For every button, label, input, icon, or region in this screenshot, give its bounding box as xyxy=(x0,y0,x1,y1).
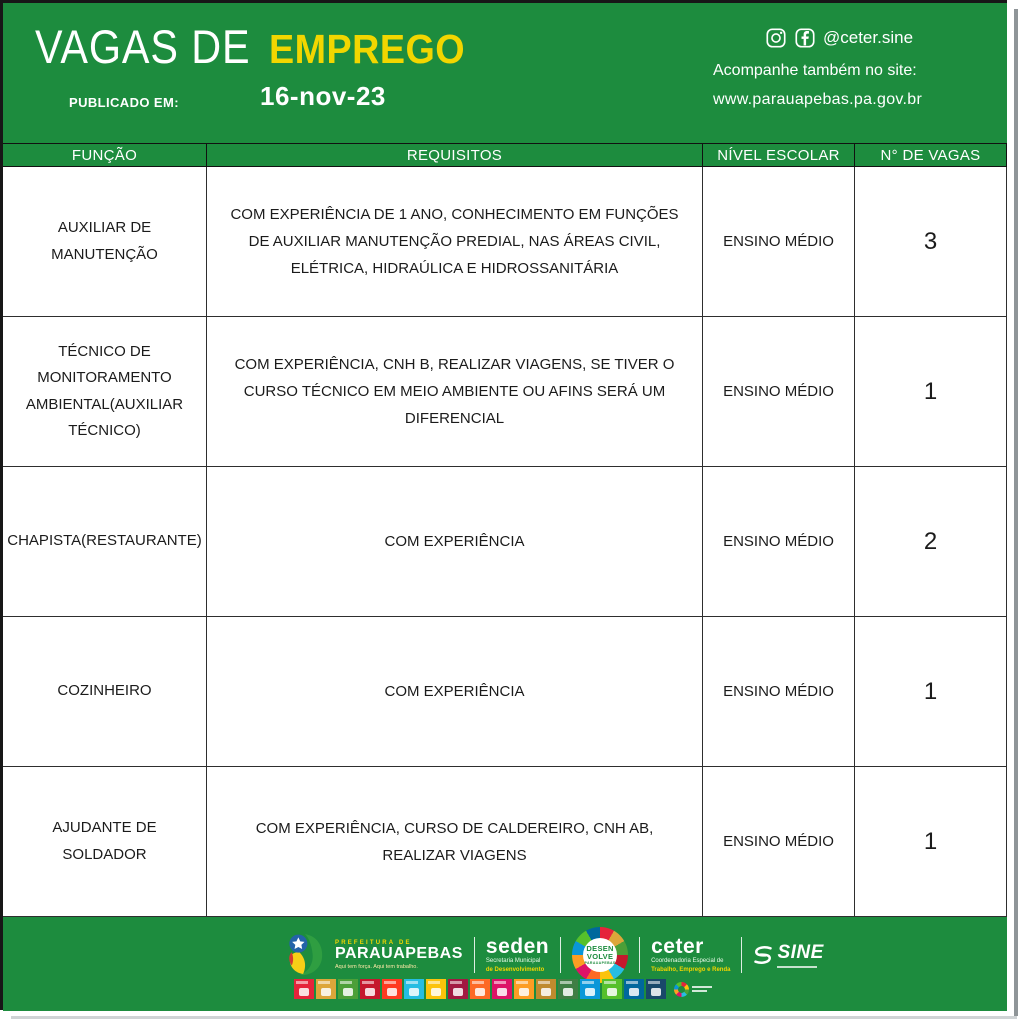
sdg-strip xyxy=(294,979,712,999)
sdg-icon xyxy=(514,979,534,999)
prefeitura-small-label: PREFEITURA DE xyxy=(335,940,412,947)
cell-vagas: 2 xyxy=(855,467,1007,617)
site-url: www.parauapebas.pa.gov.br xyxy=(713,91,923,108)
footer-logos xyxy=(286,929,824,981)
page-title: VAGAS DE xyxy=(35,20,251,73)
cell-nivel: ENSINO MÉDIO xyxy=(703,767,855,917)
published-date: 16-nov-23 xyxy=(260,81,386,111)
prefeitura-logo xyxy=(335,940,463,970)
divider xyxy=(639,937,640,973)
cell-vagas: 1 xyxy=(855,617,1007,767)
social-handle: @ceter.sine xyxy=(823,28,914,47)
sdg-icon xyxy=(316,979,336,999)
sdg-icon xyxy=(470,979,490,999)
cell-nivel: ENSINO MÉDIO xyxy=(703,617,855,767)
sdg-icon xyxy=(492,979,512,999)
cell-requisitos: COM EXPERIÊNCIA, CNH B, REALIZAR VIAGENS, SE TIVER O CURSO TÉCNICO EM MEIO AMBIENTE OU AFINS SERÁ UM DIFERENCIAL xyxy=(207,317,703,467)
sdg-icon xyxy=(602,979,622,999)
divider xyxy=(474,937,475,973)
sdg-icon xyxy=(646,979,666,999)
sine-name: SINE xyxy=(777,942,824,963)
desenvolve-line2: VOLVE xyxy=(586,951,614,961)
parauapebas-crest-icon xyxy=(286,933,324,977)
col-header-funcao: FUNÇÃO xyxy=(3,143,207,167)
sdg-icon xyxy=(558,979,578,999)
jobs-table xyxy=(3,143,1007,917)
cell-nivel: ENSINO MÉDIO xyxy=(703,467,855,617)
sdg-icon xyxy=(580,979,600,999)
sdg-icon xyxy=(624,979,644,999)
page-shadow-right xyxy=(1014,9,1018,1016)
desenvolve-line1: DESEN xyxy=(586,943,614,953)
divider xyxy=(560,937,561,973)
ceter-sub1: Coordenadoria Especial de xyxy=(651,958,724,965)
header xyxy=(3,3,1007,143)
cell-nivel: ENSINO MÉDIO xyxy=(703,167,855,317)
cell-requisitos: COM EXPERIÊNCIA xyxy=(207,617,703,767)
seden-name: seden xyxy=(485,935,550,959)
sdg-icon xyxy=(536,979,556,999)
col-header-requisitos: REQUISITOS xyxy=(207,143,703,167)
cell-requisitos: COM EXPERIÊNCIA xyxy=(207,467,703,617)
seden-sub2: de Desenvolvimento xyxy=(485,966,545,973)
seden-logo xyxy=(486,936,549,973)
sdg-icon xyxy=(382,979,402,999)
col-header-nivel-escolar: NÍVEL ESCOLAR xyxy=(703,143,855,167)
page-shadow-bottom xyxy=(11,1016,1017,1019)
cell-vagas: 1 xyxy=(855,317,1007,467)
instagram-icon xyxy=(765,27,787,49)
sdg-icon xyxy=(360,979,380,999)
footer xyxy=(3,917,1007,1011)
sdg-icon xyxy=(426,979,446,999)
cell-funcao: AJUDANTE DE SOLDADOR xyxy=(3,767,207,917)
cell-nivel: ENSINO MÉDIO xyxy=(703,317,855,467)
cell-requisitos: COM EXPERIÊNCIA, CURSO DE CALDEREIRO, CNH AB, REALIZAR VIAGENS xyxy=(207,767,703,917)
ceter-name: ceter xyxy=(651,935,704,959)
published-label: PUBLICADO EM: xyxy=(69,95,179,110)
desenvolve-logo xyxy=(572,927,628,983)
divider xyxy=(741,937,742,973)
sdg-icon xyxy=(448,979,468,999)
social-block xyxy=(713,27,953,109)
cell-funcao: TÉCNICO DE MONITORAMENTO AMBIENTAL(AUXILIAR TÉCNICO) xyxy=(3,317,207,467)
prefeitura-tagline: Aqui tem força. Aqui tem trabalho. xyxy=(335,963,418,970)
ceter-logo xyxy=(651,936,730,973)
prefeitura-name: PARAUAPEBAS xyxy=(335,945,463,963)
desenvolve-line3: PARAUAPEBAS xyxy=(584,961,616,966)
ceter-sub2: Trabalho, Emprego e Renda xyxy=(651,966,731,973)
cell-funcao: AUXILIAR DE MANUTENÇÃO xyxy=(3,167,207,317)
sine-subtext-bar xyxy=(777,966,817,968)
sdg-icon xyxy=(338,979,358,999)
sdg-icon xyxy=(294,979,314,999)
sine-logo xyxy=(753,942,823,968)
cell-funcao: COZINHEIRO xyxy=(3,617,207,767)
sine-s-icon xyxy=(753,945,773,965)
col-header-n-de-vagas: N° DE VAGAS xyxy=(855,143,1007,167)
sdg-icon xyxy=(404,979,424,999)
cell-funcao: CHAPISTA(RESTAURANTE) xyxy=(3,467,207,617)
site-line: Acompanhe também no site: xyxy=(713,62,917,79)
cell-requisitos: COM EXPERIÊNCIA DE 1 ANO, CONHECIMENTO EM FUNÇÕES DE AUXILIAR MANUTENÇÃO PREDIAL, NAS ÁREAS CIVIL, ELÉTRICA, HIDRAÚLICA E HIDROSSANITÁRIA xyxy=(207,167,703,317)
cell-vagas: 3 xyxy=(855,167,1007,317)
seden-sub1: Secretaria Municipal xyxy=(485,958,541,965)
cell-vagas: 1 xyxy=(855,767,1007,917)
ods-emblem-icon xyxy=(674,982,712,997)
facebook-icon xyxy=(794,27,816,49)
page-title-highlight: EMPREGO xyxy=(269,26,466,72)
